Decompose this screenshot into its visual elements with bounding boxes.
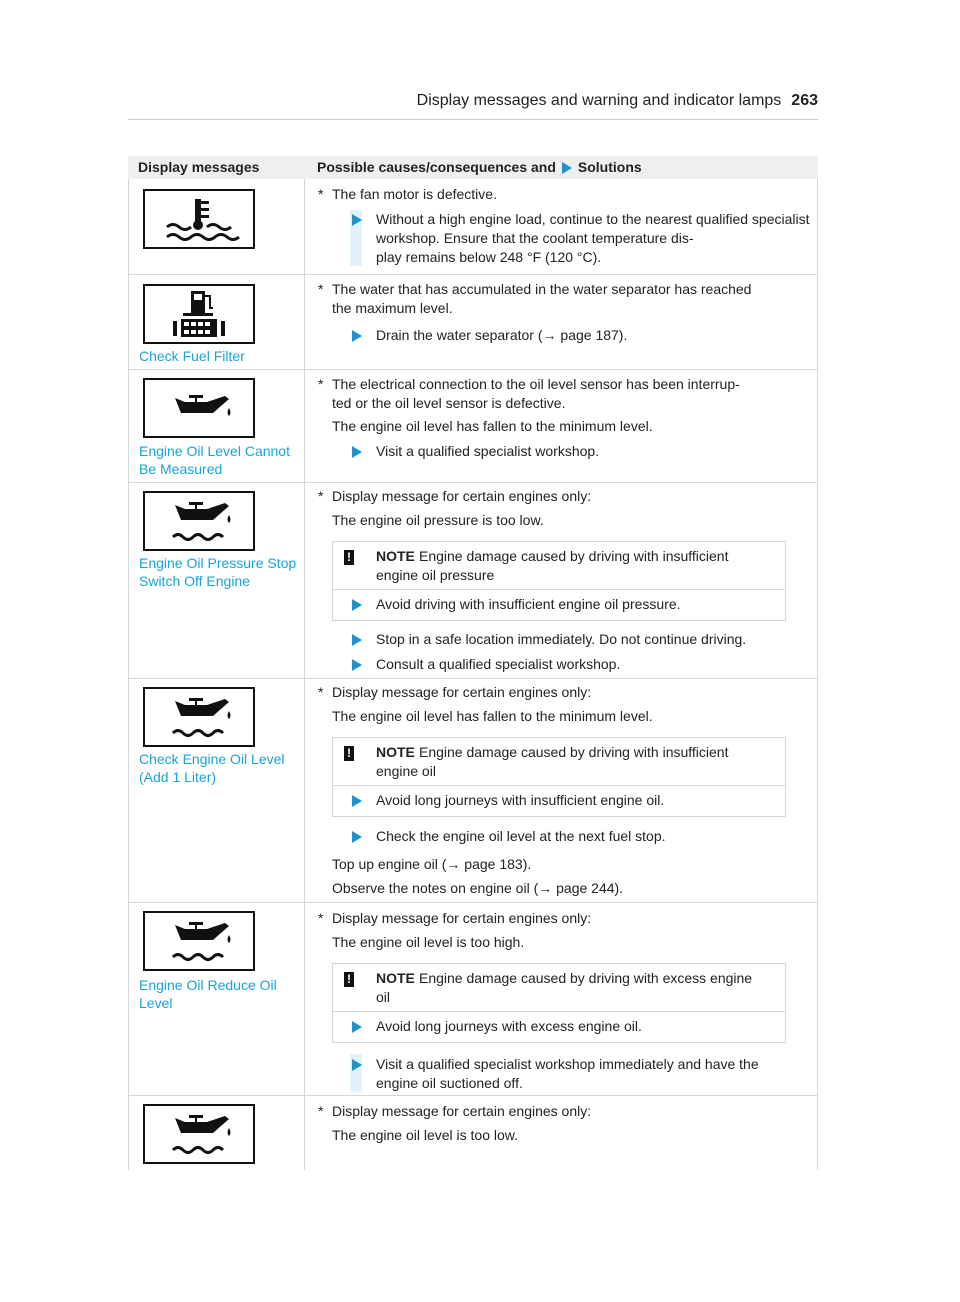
note-text-continued: engine oil pressure [376,567,495,583]
note-action-box [332,590,786,621]
note-action-box [332,786,786,817]
cause-text-continued: ted or the oil level sensor is defective. [332,395,566,411]
display-message-cell [129,483,305,678]
page-header [128,92,818,110]
page-number: 263 [791,92,818,109]
display-message-text: Engine Oil Pressure Stop [139,555,297,571]
play-arrow-icon [352,659,362,671]
play-arrow-icon [352,599,362,611]
note-label: NOTE [376,970,415,986]
cause-marker: * [318,1103,324,1119]
action-text: Stop in a safe location immediately. Do not continue driving. [376,631,747,647]
cause-text: Display message for certain engines only: [332,1103,592,1119]
fuel-filter-icon [143,284,255,344]
note-text-continued: oil [376,989,391,1005]
instruction-text: Observe the notes on engine oil (→ page 244). [332,880,624,896]
column-header-solutions-text: Solutions [577,159,642,175]
display-message-cell [129,179,305,274]
note-box [332,963,786,1012]
note-text: Engine damage caused by driving with insufficient [419,744,729,760]
action-text: Check the engine oil level at the next fuel stop. [376,828,666,844]
column-header-display-messages: Display messages [138,159,260,175]
cause-text: Display message for certain engines only: [332,684,592,700]
note-text-continued: engine oil [376,763,436,779]
cause-text: The water that has accumulated in the water separator has reached [332,281,752,297]
cause-text-secondary: The engine oil pressure is too low. [332,512,544,528]
table-row [128,179,818,275]
column-header-causes [304,156,818,179]
note-box [332,541,786,590]
causes-cell [306,1096,817,1170]
cause-marker: * [318,376,324,392]
action-text: Drain the water separator (→ page 187). [376,327,628,343]
table-row [128,1096,818,1170]
cause-text-secondary: The engine oil level is too high. [332,934,525,950]
note-action-text: Avoid driving with insufficient engine oil pressure. [376,596,681,612]
display-message-text: Check Fuel Filter [139,348,245,364]
causes-cell [306,903,817,1095]
action-text: Without a high engine load, continue to the nearest qualified specialist workshop. Ensure that the coolant temperature dis- [376,211,810,246]
display-message-cell [129,1096,305,1170]
display-message-text-continued: Level [139,995,173,1011]
display-message-cell [129,679,305,902]
display-message-cell [129,903,305,1095]
play-arrow-icon [562,162,572,174]
instruction-text: Top up engine oil (→ page 183). [332,856,532,872]
cause-text: Display message for certain engines only: [332,488,592,504]
causes-cell [306,275,817,369]
causes-cell [306,679,817,902]
warning-note-icon: ! [344,746,354,761]
display-message-text: Engine Oil Reduce Oil [139,977,277,993]
note-label: NOTE [376,548,415,564]
cause-marker: * [318,281,324,297]
action-text: Consult a qualified specialist workshop. [376,656,621,672]
warning-note-icon: ! [344,972,354,987]
action-text: Visit a qualified specialist workshop immediately and have the [376,1056,759,1072]
table-row [128,679,818,903]
table-row [128,370,818,483]
play-arrow-icon [352,330,362,342]
play-arrow-icon [352,634,362,646]
cause-marker: * [318,488,324,504]
play-arrow-icon [352,795,362,807]
causes-cell [306,370,817,482]
causes-cell [306,179,817,274]
action-text: Visit a qualified specialist workshop. [376,443,600,459]
play-arrow-icon [352,214,362,226]
table-row [128,903,818,1096]
cause-text-secondary: The engine oil level has fallen to the minimum level. [332,418,653,434]
cause-text-secondary: The engine oil level has fallen to the minimum level. [332,708,653,724]
display-message-text-continued: Switch Off Engine [139,573,251,589]
oil-can-icon [143,378,255,438]
cause-text: Display message for certain engines only: [332,910,592,926]
display-message-text-continued: (Add 1 Liter) [139,769,217,785]
oil-level-icon [143,687,255,747]
note-action-box [332,1012,786,1043]
cause-marker: * [318,186,324,202]
note-text: Engine damage caused by driving with excess engine [419,970,753,986]
play-arrow-icon [352,831,362,843]
note-action-text: Avoid long journeys with insufficient engine oil. [376,792,665,808]
play-arrow-icon [352,446,362,458]
page-header-title: Display messages and warning and indicator lamps [416,92,782,109]
oil-level-icon [143,1104,255,1164]
action-text-continued: engine oil suctioned off. [376,1075,523,1091]
table-row [128,275,818,370]
display-message-text-continued: Be Measured [139,461,223,477]
display-message-text: Engine Oil Level Cannot [139,443,290,459]
column-header-causes-text: Possible causes/consequences and [317,159,556,175]
play-arrow-icon [352,1021,362,1033]
display-message-cell [129,275,305,369]
coolant-temperature-icon [143,189,255,249]
cause-text-secondary: The engine oil level is too low. [332,1127,518,1143]
cause-text: The electrical connection to the oil level sensor has been interrup- [332,376,740,392]
action-text-continued: play remains below 248 °F (120 °C). [376,249,602,265]
note-action-text: Avoid long journeys with excess engine oil. [376,1018,642,1034]
display-message-cell [129,370,305,482]
cause-text-continued: the maximum level. [332,300,453,316]
note-box [332,737,786,786]
cause-text: The fan motor is defective. [332,186,497,202]
header-divider [128,119,818,120]
cause-marker: * [318,910,324,926]
display-message-text: Check Engine Oil Level [139,751,285,767]
note-label: NOTE [376,744,415,760]
causes-cell [306,483,817,678]
table-row [128,483,818,679]
play-arrow-icon [352,1059,362,1071]
oil-pressure-icon [143,491,255,551]
warning-note-icon: ! [344,550,354,565]
cause-marker: * [318,684,324,700]
note-text: Engine damage caused by driving with insufficient [419,548,729,564]
table-header [128,156,818,179]
oil-level-icon [143,911,255,971]
